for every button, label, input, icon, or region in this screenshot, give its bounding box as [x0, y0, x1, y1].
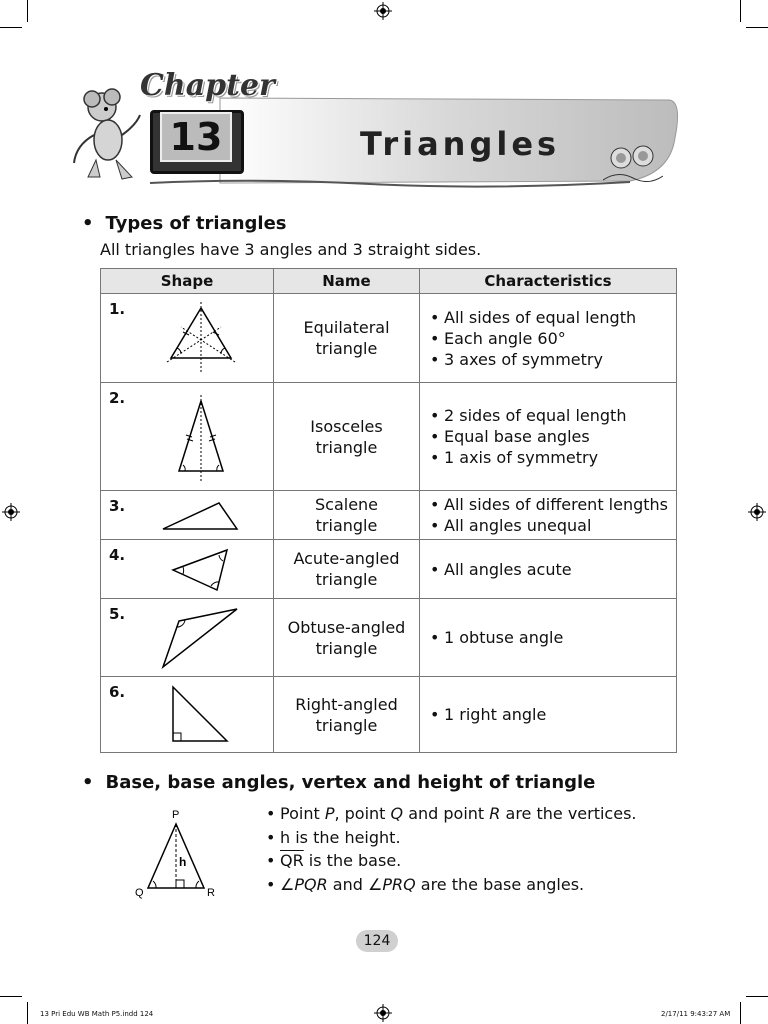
list-text: are the vertices. [500, 804, 637, 823]
crop-mark [27, 1002, 28, 1024]
obtuse-triangle-icon [159, 605, 241, 671]
characteristics-cell [420, 599, 677, 677]
triangle-name: triangle [315, 339, 378, 358]
table-header: Shape [101, 269, 274, 294]
characteristics-cell [420, 294, 677, 383]
crop-mark [746, 27, 768, 28]
list-item [266, 873, 636, 897]
characteristic-item: • 1 obtuse angle [444, 627, 675, 648]
name-cell [274, 491, 420, 540]
characteristic-item: • All angles unequal [444, 515, 675, 536]
characteristic-item: • All angles acute [444, 559, 675, 580]
table-row [101, 294, 677, 383]
triangle-pqr-diagram [128, 806, 224, 900]
crop-mark [740, 0, 741, 22]
name-cell [274, 540, 420, 599]
shape-cell [101, 294, 274, 383]
footer-file-info: 13 Pri Edu WB Math P5.indd 124 [40, 1010, 154, 1018]
row-number: 3. [109, 497, 126, 515]
list-text: is the base. [303, 851, 402, 870]
registration-mark-icon [2, 503, 20, 521]
crop-mark [27, 0, 28, 22]
triangle-name: triangle [315, 437, 378, 457]
row-number: 6. [109, 683, 126, 701]
section-heading-types: • Types of triangles [82, 213, 287, 234]
characteristic-item: • 2 sides of equal length [444, 405, 675, 426]
name-cell [274, 677, 420, 753]
shape-cell [101, 677, 274, 753]
characteristic-item: • All sides of different lengths [444, 494, 675, 515]
characteristic-item: • Equal base angles [444, 426, 675, 447]
row-number: 4. [109, 546, 126, 564]
section-heading-text: Base, base angles, vertex and height of triangle [105, 772, 596, 793]
list-text: Q [390, 804, 404, 823]
section-heading-text: Types of triangles [105, 213, 287, 234]
base-properties-list [266, 802, 636, 896]
triangle-name: Scalene [314, 495, 379, 514]
list-text: $\overline{QR}$ [280, 851, 304, 870]
list-item [266, 802, 636, 826]
triangle-name: Equilateral [303, 318, 390, 337]
characteristic-item: • All sides of equal length [444, 307, 675, 328]
sunflowers-icon [603, 142, 663, 182]
characteristic-item: • 1 right angle [444, 704, 675, 725]
registration-mark-icon [374, 1004, 392, 1022]
triangle-name: triangle [315, 516, 378, 535]
shape-cell [101, 383, 274, 491]
crop-mark [0, 27, 22, 28]
triangle-types-table [100, 268, 677, 753]
list-text: Point [280, 804, 325, 823]
chapter-number: 13 [160, 112, 232, 162]
crop-mark [740, 1002, 741, 1024]
equilateral-triangle-icon [161, 302, 241, 374]
vertex-label-q: Q [135, 887, 144, 899]
acute-triangle-icon [167, 546, 233, 594]
table-row [101, 540, 677, 599]
page-title: Triangles [360, 125, 561, 163]
row-number: 2. [109, 389, 126, 407]
triangle-name: triangle [315, 715, 378, 735]
table-row [101, 599, 677, 677]
chapter-label: Chapter [140, 68, 275, 103]
list-item [266, 826, 636, 850]
shape-cell [101, 540, 274, 599]
table-row [101, 677, 677, 753]
section-heading-base: • Base, base angles, vertex and height of triangle [82, 772, 596, 793]
shape-cell [101, 491, 274, 540]
list-item [266, 849, 636, 873]
list-text: R [489, 804, 501, 823]
crop-mark [0, 996, 22, 997]
table-row [101, 383, 677, 491]
triangle-name: triangle [315, 570, 378, 589]
list-text: h is the height. [280, 827, 401, 847]
list-text: , point [334, 804, 391, 823]
characteristics-cell [420, 677, 677, 753]
triangle-name: Obtuse-angled [287, 617, 406, 637]
row-number: 1. [109, 300, 126, 318]
triangle-name: triangle [315, 638, 378, 658]
triangle-name: Acute-angled [293, 549, 400, 568]
row-number: 5. [109, 605, 126, 623]
isosceles-triangle-icon [171, 393, 231, 483]
table-header: Name [274, 269, 420, 294]
registration-mark-icon [748, 503, 766, 521]
characteristics-cell [420, 540, 677, 599]
name-cell [274, 383, 420, 491]
characteristic-item: • Each angle 60° [444, 328, 675, 349]
page-number: 124 [356, 930, 398, 952]
right-angled-triangle-icon [169, 683, 231, 745]
shape-cell [101, 599, 274, 677]
characteristic-item: • 1 axis of symmetry [444, 447, 675, 468]
name-cell [274, 294, 420, 383]
height-label: h [179, 855, 187, 869]
name-cell [274, 599, 420, 677]
list-text: are the base angles. [415, 874, 585, 894]
characteristic-item: • 3 axes of symmetry [444, 349, 675, 370]
list-text: ∠PRQ [367, 874, 416, 894]
list-text: and point [403, 804, 490, 823]
scalene-triangle-icon [159, 499, 241, 533]
registration-mark-icon [374, 2, 392, 20]
vertex-label-p: P [172, 809, 180, 821]
characteristics-cell [420, 491, 677, 540]
mouse-mascot-icon [66, 85, 146, 185]
list-text: ∠PQR [280, 874, 328, 894]
footer-timestamp: 2/17/11 9:43:27 AM [661, 1010, 731, 1018]
vertex-label-r: R [207, 887, 215, 899]
characteristics-cell [420, 383, 677, 491]
table-header: Characteristics [420, 269, 677, 294]
list-text: P [324, 804, 335, 823]
intro-text: All triangles have 3 angles and 3 straight sides. [100, 240, 482, 259]
triangle-name: Isosceles [310, 416, 383, 436]
list-text: and [327, 874, 368, 894]
triangle-name: Right-angled [295, 694, 398, 714]
table-row [101, 491, 677, 540]
crop-mark [746, 996, 768, 997]
